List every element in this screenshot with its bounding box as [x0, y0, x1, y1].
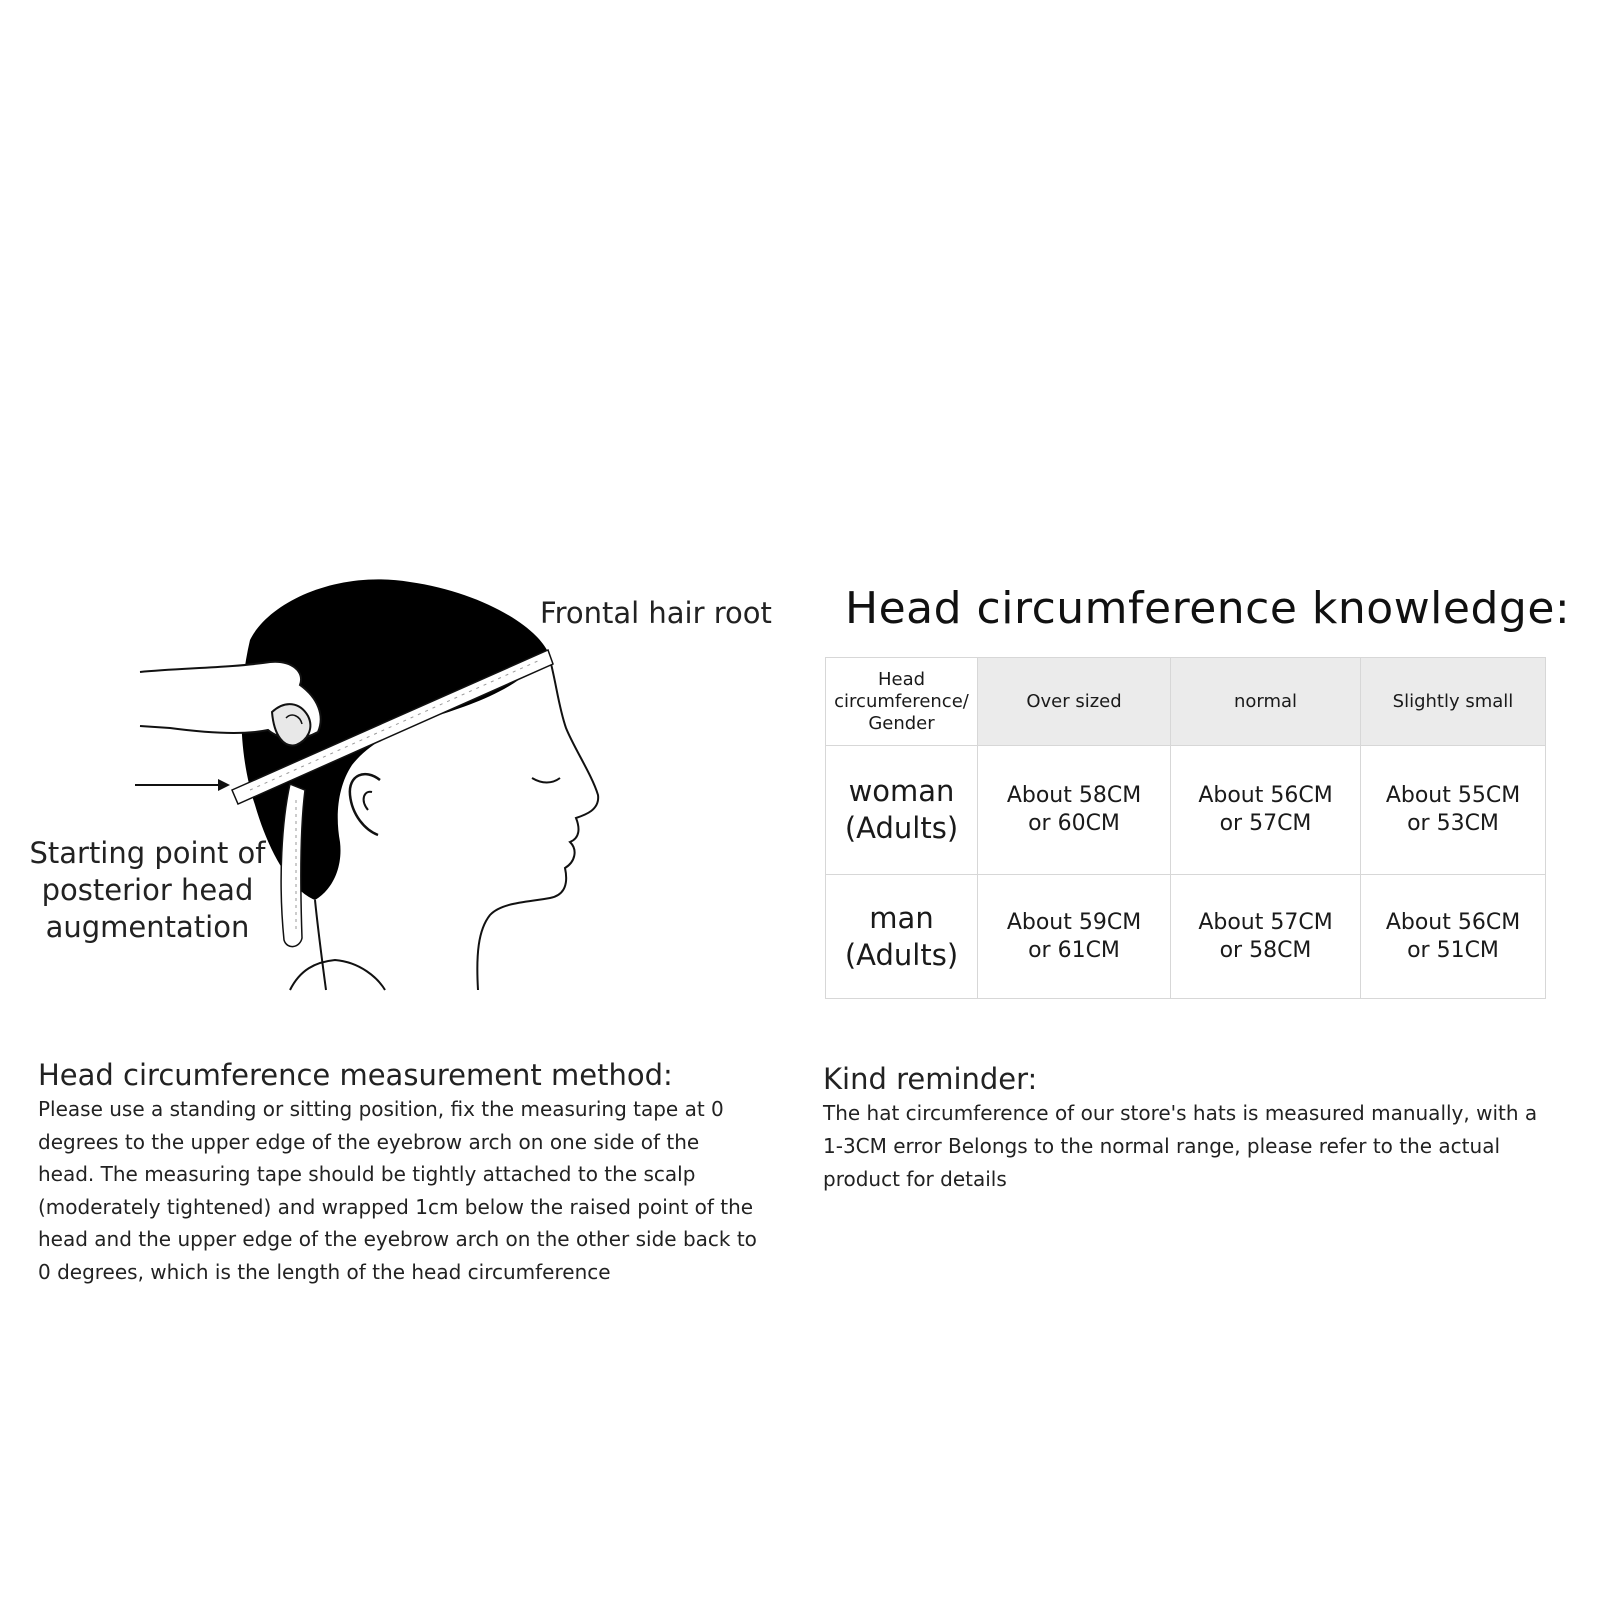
cell-value-secondary: or 53CM	[1407, 811, 1499, 836]
cell-value-primary: About 58CM	[1006, 783, 1142, 808]
column-header-slightly-small: Slightly small	[1361, 658, 1546, 746]
cell-value-primary: About 56CM	[1385, 909, 1521, 935]
reminder-title: Kind reminder:	[823, 1062, 1038, 1096]
cell-value-secondary: or 58CM	[1219, 937, 1312, 963]
row-label-man	[826, 875, 978, 999]
cell-value-secondary: or 51CM	[1407, 937, 1499, 963]
group-text: (Adults)	[844, 937, 959, 972]
cell-value-secondary: or 61CM	[1028, 937, 1120, 963]
hand-icon	[140, 662, 321, 746]
table-header-row	[826, 658, 1546, 746]
cell-value-secondary: or 57CM	[1219, 811, 1312, 836]
table-cell	[1171, 875, 1361, 999]
row-label-woman	[826, 746, 978, 875]
group-text: (Adults)	[844, 811, 959, 845]
column-header-normal: normal	[1171, 658, 1361, 746]
method-body: Please use a standing or sitting position, fix the measuring tape at 0 degrees to the upper edge of the eyebrow arch on one side of the head. The measuring tape should be tightly attached to the scalp (moderately tightened) and wrapped 1cm below the raised point of the head and the upper edge of the eyebrow arch on the other side back to 0 degrees, which is the length of the head circumference	[38, 1097, 757, 1284]
starting-point-label: Starting point of posterior head augmentation	[29, 836, 266, 944]
table-cell	[1361, 746, 1546, 875]
cell-value-primary: About 55CM	[1385, 783, 1521, 808]
arrow-right-icon	[135, 779, 230, 791]
table-cell	[978, 875, 1171, 999]
cell-value-secondary: or 60CM	[1028, 811, 1120, 836]
table-row	[826, 746, 1546, 875]
frontal-hair-root-label: Frontal hair root	[540, 596, 772, 630]
table-row	[826, 875, 1546, 999]
page-title: Head circumference knowledge:	[845, 583, 1571, 634]
head-circumference-table	[825, 657, 1546, 999]
table-cell	[978, 746, 1171, 875]
cell-value-primary: About 59CM	[1006, 909, 1142, 935]
gender-text: man	[869, 900, 934, 935]
table-corner-header: Head circumference/ Gender	[826, 658, 978, 746]
table-cell	[1171, 746, 1361, 875]
gender-text: woman	[848, 774, 955, 808]
cell-value-primary: About 57CM	[1198, 909, 1333, 935]
reminder-body: The hat circumference of our store's hats is measured manually, with a 1-3CM error Belongs to the normal range, please refer to the actual product for details	[823, 1101, 1538, 1191]
cell-value-primary: About 56CM	[1198, 783, 1333, 808]
table-cell	[1361, 875, 1546, 999]
method-title: Head circumference measurement method:	[38, 1058, 673, 1092]
column-header-over-sized: Over sized	[978, 658, 1171, 746]
